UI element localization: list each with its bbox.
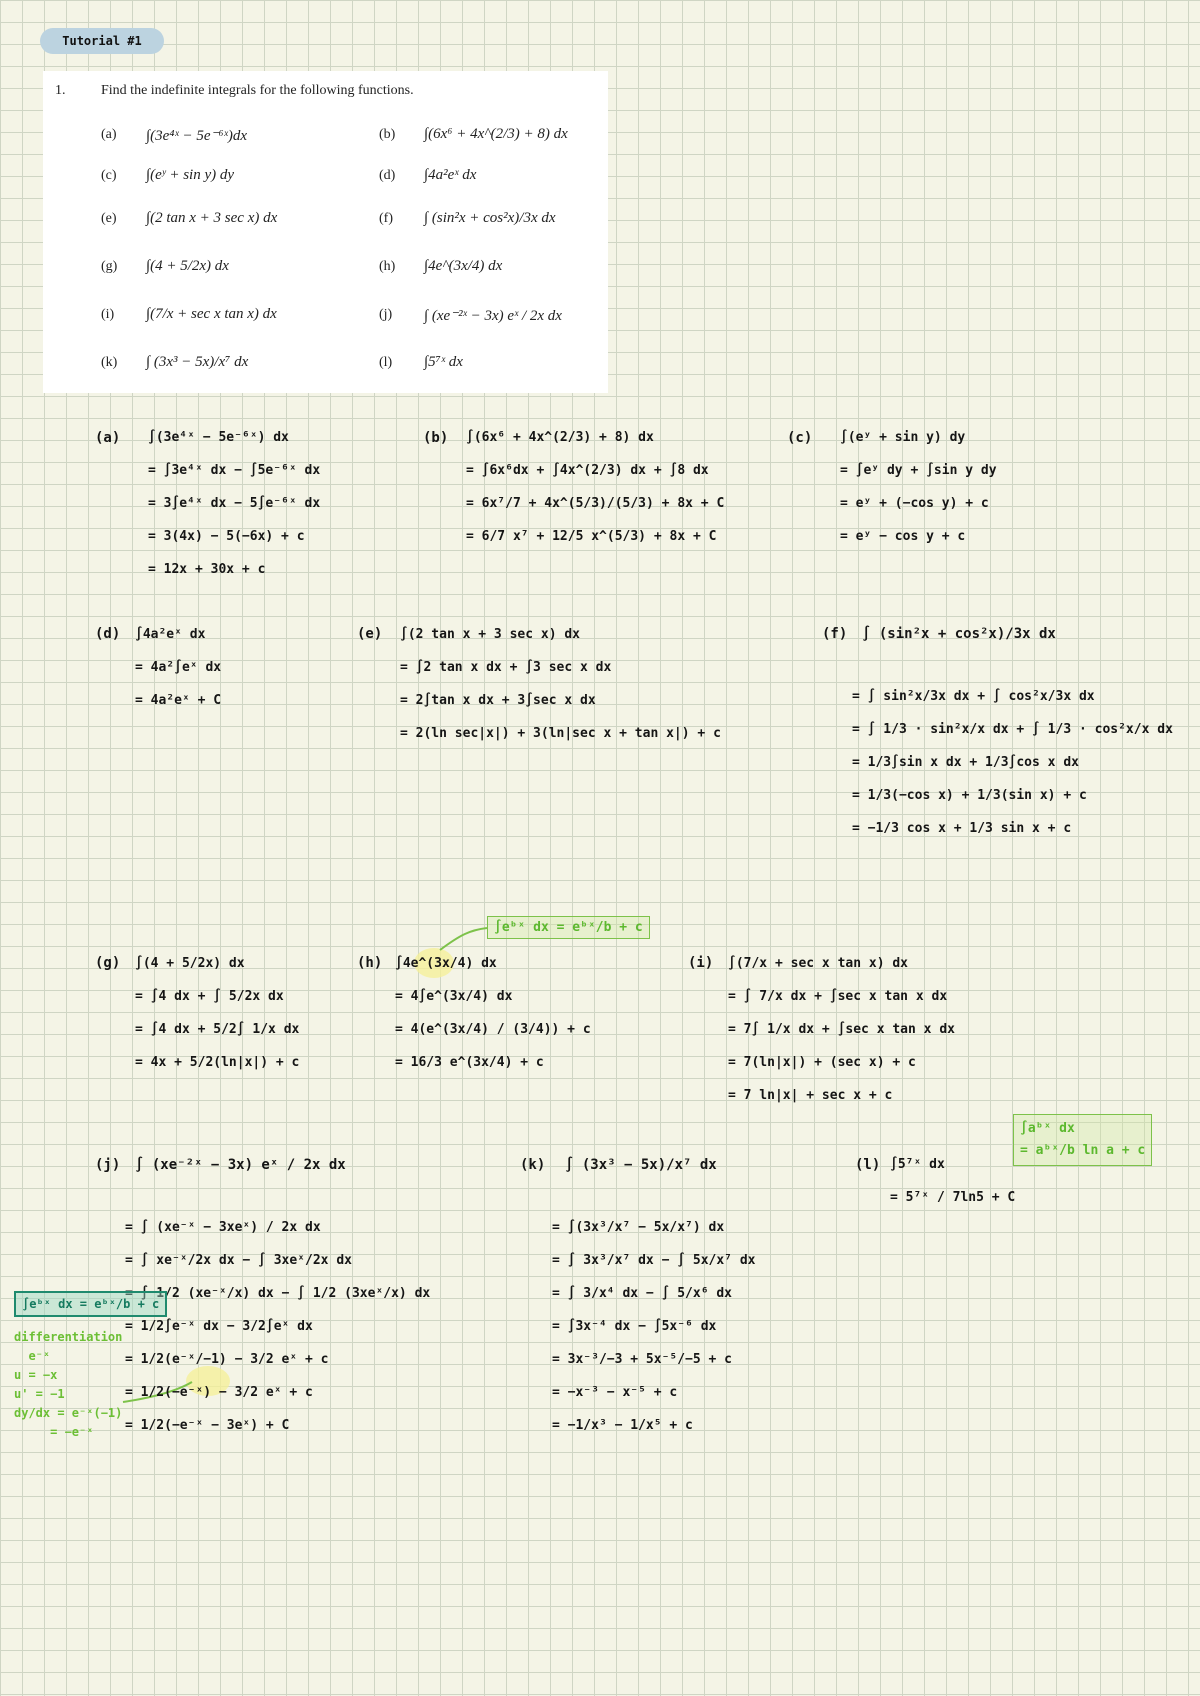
solution-f-head: ∫ (sin²x + cos²x)/3x dx — [862, 626, 1056, 642]
question-label: (b) — [379, 127, 396, 142]
solution-g: ∫(4 + 5/2x) dx = ∫4 dx + ∫ 5/2x dx = ∫4 dx + 5/2∫ 1/x dx = 4x + 5/2(ln|x|) + c — [135, 956, 300, 1070]
solution-d: ∫4a²eˣ dx = 4a²∫eˣ dx = 4a²eˣ + C — [135, 627, 222, 708]
question-expression: ∫ (xe⁻²ˣ − 3x) eˣ / 2x dx — [424, 308, 562, 324]
solution-i: ∫(7/x + sec x tan x) dx = ∫ 7/x dx + ∫sec x tan x dx = 7∫ 1/x dx + ∫sec x tan x dx = 7(ln|x|) + (sec x) + c = 7 ln|x| + sec x + c — [728, 956, 955, 1103]
solution-label-i: (i) — [688, 955, 714, 971]
question-label: (a) — [101, 127, 117, 142]
l-rule-line-1: ∫aᵇˣ dx — [1020, 1121, 1075, 1136]
question-label: (i) — [101, 307, 115, 322]
solution-label-k: (k) — [520, 1157, 546, 1173]
tutorial-tag: Tutorial #1 — [40, 28, 164, 54]
solution-label-e: (e) — [357, 626, 383, 642]
solution-j: = ∫ (xe⁻ˣ − 3xeˣ) / 2x dx = ∫ xe⁻ˣ/2x dx − ∫ 3xeˣ/2x dx = ∫ 1/2 (xe⁻ˣ/x) dx − ∫ 1/2 (3xeˣ/x) dx = 1/2∫e⁻ˣ dx − 3/2∫eˣ dx = 1/2(e⁻ˣ/−1) − 3/2 eˣ + c = 1/2(−e⁻ˣ) − 3/2 eˣ + c = 1/2(−e⁻ˣ − 3eˣ) + C — [125, 1220, 431, 1433]
solution-label-j: (j) — [95, 1157, 121, 1173]
solution-label-f: (f) — [822, 626, 848, 642]
question-expression: ∫4e^(3x/4) dx — [424, 258, 503, 274]
question-expression: ∫(4 + 5/2x) dx — [146, 258, 229, 274]
solution-a: ∫(3e⁴ˣ − 5e⁻⁶ˣ) dx = ∫3e⁴ˣ dx − ∫5e⁻⁶ˣ dx = 3∫e⁴ˣ dx − 5∫e⁻⁶ˣ dx = 3(4x) − 5(−6x) + c = 12x + 30x + c — [148, 430, 321, 577]
question-expression: ∫ (sin²x + cos²x)/3x dx — [424, 210, 556, 226]
l-rule-note — [1013, 1114, 1152, 1166]
solution-f: = ∫ sin²x/3x dx + ∫ cos²x/3x dx = ∫ 1/3 · sin²x/x dx + ∫ 1/3 · cos²x/x dx = 1/3∫sin x dx + 1/3∫cos x dx = 1/3(−cos x) + 1/3(sin x) + c = −1/3 cos x + 1/3 sin x + c — [852, 689, 1173, 836]
question-expression: ∫5⁷ˣ dx — [424, 354, 463, 370]
solution-l: ∫5⁷ˣ dx = 5⁷ˣ / 7ln5 + C — [890, 1157, 1016, 1205]
solution-j-head: ∫ (xe⁻²ˣ − 3x) eˣ / 2x dx — [135, 1157, 346, 1173]
question-expression: ∫(3e⁴ˣ − 5e⁻⁶ˣ)dx — [146, 128, 248, 144]
question-label: (k) — [101, 355, 118, 370]
solution-label-g: (g) — [95, 955, 121, 971]
j-differentiation-note: differentiation e⁻ˣ u = −x u' = −1 dy/dx = e⁻ˣ(−1) = −e⁻ˣ — [14, 1330, 123, 1439]
question-title: Find the indefinite integrals for the following functions. — [101, 83, 414, 98]
solution-label-l: (l) — [855, 1157, 881, 1173]
solution-c: ∫(eʸ + sin y) dy = ∫eʸ dy + ∫sin y dy = eʸ + (−cos y) + c = eʸ − cos y + c — [840, 430, 997, 544]
question-label: (h) — [379, 259, 396, 274]
question-label: (d) — [379, 168, 396, 183]
solution-label-a: (a) — [95, 430, 121, 446]
solution-label-d: (d) — [95, 626, 121, 642]
question-label: (f) — [379, 211, 393, 226]
question-expression: ∫(eʸ + sin y) dy — [146, 167, 235, 183]
question-number: 1. — [55, 83, 66, 98]
solution-label-h: (h) — [357, 955, 383, 971]
solution-k-head: ∫ (3x³ − 5x)/x⁷ dx — [565, 1157, 717, 1173]
solution-b: ∫(6x⁶ + 4x^(2/3) + 8) dx = ∫6x⁶dx + ∫4x^(2/3) dx + ∫8 dx = 6x⁷/7 + 4x^(5/3)/(5/3) + 8x + C = 6/7 x⁷ + 12/5 x^(5/3) + 8x + C — [466, 430, 725, 544]
j-rule-note: ∫eᵇˣ dx = eᵇˣ/b + c — [14, 1291, 167, 1317]
question-label: (g) — [101, 259, 118, 274]
l-rule-line-2: = aᵇˣ/b ln a + c — [1020, 1143, 1146, 1158]
solution-k: = ∫(3x³/x⁷ − 5x/x⁷) dx = ∫ 3x³/x⁷ dx − ∫ 5x/x⁷ dx = ∫ 3/x⁴ dx − ∫ 5/x⁶ dx = ∫3x⁻⁴ dx − ∫5x⁻⁶ dx = 3x⁻³/−3 + 5x⁻⁵/−5 + c = −x⁻³ − x⁻⁵ + c = −1/x³ − 1/x⁵ + c — [552, 1220, 756, 1433]
question-label: (j) — [379, 307, 393, 322]
solution-label-c: (c) — [787, 430, 813, 446]
question-expression: ∫(7/x + sec x tan x) dx — [146, 306, 277, 322]
solution-label-b: (b) — [423, 430, 449, 446]
solution-e: ∫(2 tan x + 3 sec x) dx = ∫2 tan x dx + ∫3 sec x dx = 2∫tan x dx + 3∫sec x dx = 2(ln sec|x|) + 3(ln|sec x + tan x|) + c — [400, 627, 721, 741]
question-label: (e) — [101, 211, 117, 226]
h-rule-note: ∫eᵇˣ dx = eᵇˣ/b + c — [487, 916, 650, 939]
question-label: (l) — [379, 355, 393, 370]
question-expression: ∫(2 tan x + 3 sec x) dx — [146, 210, 278, 226]
question-expression: ∫4a²eˣ dx — [424, 167, 477, 183]
question-expression: ∫(6x⁶ + 4x^(2/3) + 8) dx — [424, 126, 568, 142]
question-label: (c) — [101, 168, 117, 183]
question-expression: ∫ (3x³ − 5x)/x⁷ dx — [146, 354, 249, 370]
solution-h: ∫4e^(3x/4) dx = 4∫e^(3x/4) dx = 4(e^(3x/4) / (3/4)) + c = 16/3 e^(3x/4) + c — [395, 956, 591, 1070]
